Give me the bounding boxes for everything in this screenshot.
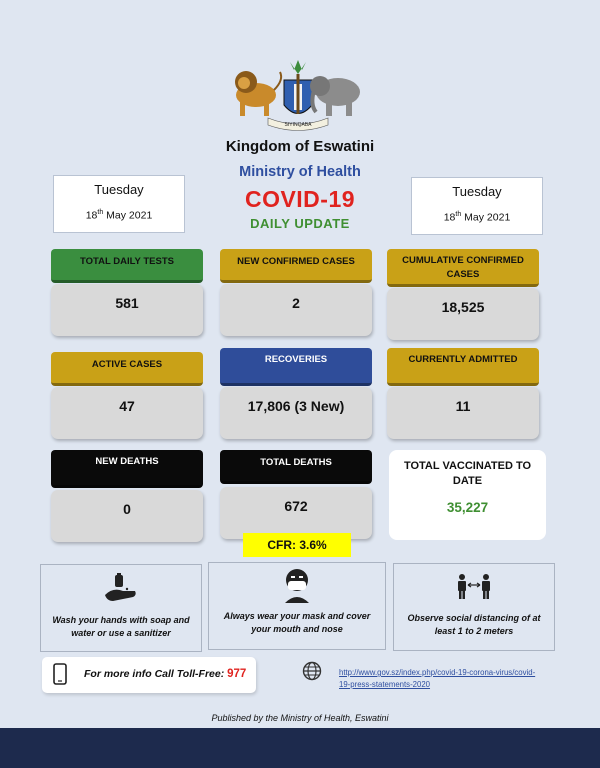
tip-social-distance	[393, 563, 555, 651]
phone-icon	[53, 663, 67, 685]
new-confirmed-cases-value: 2	[220, 284, 372, 336]
date-text: 18th May 2021	[85, 209, 153, 222]
elephant-icon	[310, 76, 360, 116]
footer-bar	[0, 728, 600, 768]
date-day: Tuesday	[94, 182, 144, 197]
covid-title: COVID-19	[244, 186, 356, 212]
contact-box	[42, 657, 256, 693]
new-deaths-header: NEW DEATHS	[51, 450, 203, 488]
total-vaccinated-card	[389, 450, 546, 540]
globe-icon	[302, 661, 322, 681]
date-box-left	[53, 175, 185, 233]
toll-free-number[interactable]: 977	[227, 668, 247, 680]
kingdom-title: Kingdom of Eswatini	[225, 138, 375, 155]
total-daily-tests-value: 581	[51, 284, 203, 336]
crest-motto: SIYINQABA	[284, 122, 312, 128]
total-vaccinated-label: TOTAL VACCINATED TO DATE	[403, 460, 532, 487]
lion-icon	[235, 71, 281, 116]
total-deaths-value: 672	[220, 487, 372, 539]
total-daily-tests-header: TOTAL DAILY TESTS	[51, 249, 203, 283]
date-box-right	[411, 177, 543, 235]
daily-update-subtitle: DAILY UPDATE	[250, 216, 350, 231]
cfr-badge: CFR: 3.6%	[243, 533, 351, 557]
total-vaccinated-value: 35,227	[446, 500, 489, 515]
coat-of-arms-logo	[228, 50, 368, 132]
currently-admitted-value: 11	[387, 387, 539, 439]
contact-label: For more info Call Toll-Free: 977	[84, 668, 247, 680]
new-confirmed-cases-header: NEW CONFIRMED CASES	[220, 249, 372, 283]
social-distance-icon	[454, 573, 494, 599]
active-cases-value: 47	[51, 387, 203, 439]
new-deaths-value: 0	[51, 490, 203, 542]
date-day: Tuesday	[452, 184, 502, 199]
tip-hand-wash	[40, 564, 202, 652]
cumulative-confirmed-cases-header: CUMULATIVE CONFIRMED CASES	[387, 249, 539, 287]
recoveries-header: RECOVERIES	[220, 348, 372, 386]
recoveries-value: 17,806 (3 New)	[220, 387, 372, 439]
tip-text: Always wear your mask and cover your mouth and nose	[223, 611, 371, 634]
publisher-footer: Published by the Ministry of Health, Eswatini	[211, 713, 389, 723]
tip-face-mask	[208, 562, 386, 650]
ministry-title: Ministry of Health	[239, 164, 361, 180]
press-statements-link[interactable]: http://www.gov.sz/index.php/covid-19-corona-virus/covid-19-press-statements-2020	[339, 668, 536, 689]
cumulative-confirmed-cases-value: 18,525	[387, 288, 539, 340]
date-text: 18th May 2021	[443, 211, 511, 224]
total-deaths-header: TOTAL DEATHS	[220, 450, 372, 484]
shield-icon	[284, 60, 312, 114]
tip-text: Wash your hands with soap and water or use a sanitizer	[52, 615, 190, 638]
active-cases-header: ACTIVE CASES	[51, 352, 203, 386]
tip-text: Observe social distancing of at least 1 to 2 meters	[407, 613, 541, 636]
face-mask-icon	[282, 567, 312, 603]
currently-admitted-header: CURRENTLY ADMITTED	[387, 348, 539, 386]
hand-wash-icon	[101, 573, 141, 603]
